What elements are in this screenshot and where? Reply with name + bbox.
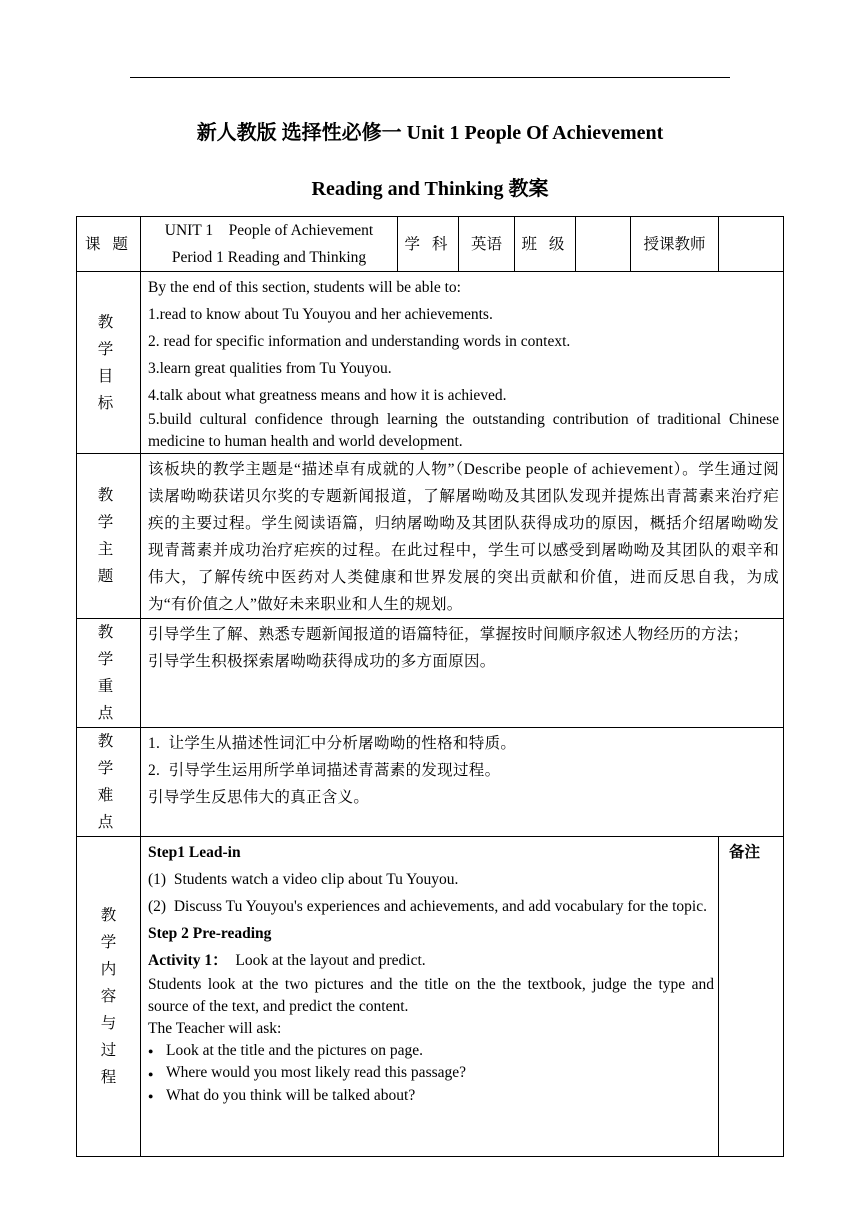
key-points-cell: [141, 619, 784, 728]
key-point-line: 引导学生了解、熟悉专题新闻报道的语篇特征，掌握按时间顺序叙述人物经历的方法；: [148, 626, 749, 643]
question-item: ● Where would you most likely read this passage?: [148, 1062, 714, 1084]
objective-item: 2. read for specific information and understanding words in context.: [148, 333, 571, 350]
question-item: ● Look at the title and the pictures on page.: [148, 1040, 714, 1062]
topic-row: [77, 217, 784, 272]
objectives-row: [77, 272, 784, 454]
difficulties-label-text: 教 学 难 点: [97, 733, 120, 831]
header-rule: [130, 77, 730, 78]
theme-label-text: 教 学 主 题: [97, 487, 120, 585]
key-point-line: 引导学生积极探索屠呦呦获得成功的多方面原因。: [148, 653, 496, 670]
teacher-value: [719, 217, 784, 272]
key-points-label-text: 教 学 重 点: [97, 624, 120, 722]
activity1-text: Look at the layout and predict.: [227, 952, 426, 969]
theme-label: [77, 454, 141, 619]
objective-item: 3.learn great qualities from Tu Youyou.: [148, 360, 392, 377]
process-row: [77, 837, 784, 1157]
activity1-label: Activity 1：: [148, 952, 228, 969]
topic-cell: [141, 217, 398, 272]
teacher-ask: The Teacher will ask:: [148, 1020, 282, 1037]
subject-value: 英语: [459, 217, 515, 272]
question-item: ● What do you think will be talked about?: [148, 1085, 714, 1107]
step1-item: (2) Discuss Tu Youyou's experiences and achievements, and add vocabulary for the topic.: [148, 898, 707, 915]
topic-line-2: Period 1 Reading and Thinking: [171, 249, 367, 266]
process-label: [77, 837, 141, 1157]
process-label-char: 学: [100, 934, 117, 951]
difficulty-line: 1. 让学生从描述性词汇中分析屠呦呦的性格和特质。: [148, 735, 517, 752]
class-value: [576, 217, 631, 272]
process-label-char: 容: [100, 988, 117, 1005]
objective-item: 5.build cultural confidence through learning the outstanding contribution of traditional Chinese medicine to human health and world development.: [148, 411, 779, 450]
topic-label: 课 题: [77, 217, 141, 272]
process-label-char: 教: [100, 907, 117, 924]
objectives-cell: [141, 272, 784, 454]
class-label: 班 级: [515, 217, 576, 272]
difficulties-cell: [141, 728, 784, 837]
difficulties-row: [77, 728, 784, 837]
theme-text: 该板块的教学主题是“描述卓有成就的人物”（Describe people of achievement）。学生通过阅读屠呦呦获诺贝尔奖的专题新闻报道，了解屠呦呦及其团队发现并提炼出青蒿素来治疗疟疾的主要过程。学生阅读语篇，归纳屠呦呦及其团队获得成功的原因，概括介绍屠呦呦发现青蒿素并成功治疗疟疾的过程。在此过程中，学生可以感受到屠呦呦及其团队的艰辛和伟大，了解传统中医药对人类健康和世界发展的突出贡献和价值，进而反思自我，为成为“有价值之人”做好未来职业和人生的规划。: [141, 454, 784, 619]
process-content: [141, 837, 719, 1157]
document-title: 新人教版 选择性必修一 Unit 1 People Of Achievement: [196, 122, 664, 144]
difficulties-label: [77, 728, 141, 837]
document-subtitle: Reading and Thinking 教案: [311, 178, 549, 200]
process-label-char: 内: [100, 961, 117, 978]
objective-item: 4.talk about what greatness means and how it is achieved.: [148, 387, 507, 404]
difficulty-line: 引导学生反思伟大的真正含义。: [148, 789, 370, 806]
teacher-label: 授课教师: [631, 217, 719, 272]
process-label-char: 过: [100, 1042, 117, 1059]
theme-row: [77, 454, 784, 619]
key-points-row: [77, 619, 784, 728]
subject-label: 学 科: [398, 217, 459, 272]
objectives-label-text: 教 学 目 标: [97, 313, 120, 412]
objectives-intro: By the end of this section, students will be able to:: [148, 279, 461, 296]
step1-title: Step1 Lead-in: [148, 844, 241, 861]
step1-item: (1) Students watch a video clip about Tu Youyou.: [148, 871, 459, 888]
activity1-line: [148, 947, 714, 974]
difficulty-line: 2. 引导学生运用所学单词描述青蒿素的发现过程。: [148, 762, 501, 779]
process-label-char: 与: [100, 1015, 117, 1032]
step2-title: Step 2 Pre-reading: [148, 925, 272, 942]
topic-line-1: UNIT 1 People of Achievement: [164, 222, 374, 239]
objective-item: 1.read to know about Tu Youyou and her achievements.: [148, 306, 493, 323]
activity1-desc: Students look at the two pictures and the title on the the textbook, judge the type and source of the text, and predict the content.: [148, 976, 714, 1015]
lesson-plan-table: [76, 216, 784, 1157]
objectives-label: [77, 272, 141, 454]
key-points-label: [77, 619, 141, 728]
process-label-char: 程: [100, 1069, 117, 1086]
remarks-label: 备注: [719, 837, 784, 1157]
